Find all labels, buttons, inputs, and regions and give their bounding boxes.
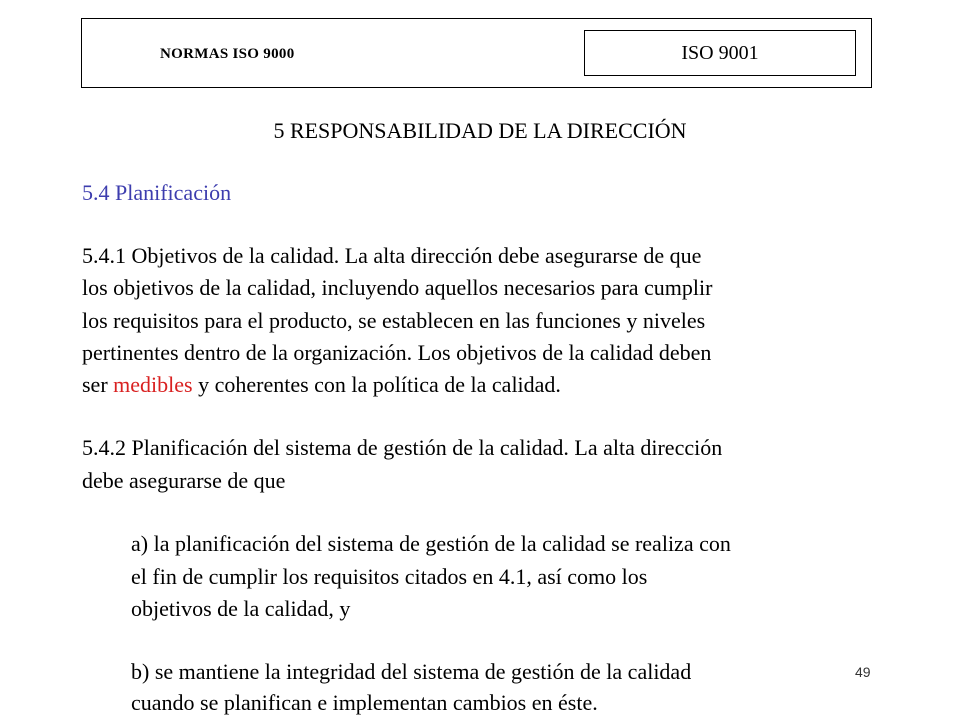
p1-line5-pre: ser: [82, 372, 114, 397]
p1-line: los objetivos de la calidad, incluyendo aquellos necesarios para cumplir: [82, 275, 713, 300]
p1-line: pertinentes dentro de la organización. Los objetivos de la calidad deben: [82, 340, 712, 365]
item-b-line: cuando se planifican e implementan cambios en éste.: [131, 690, 598, 715]
item-b-line: b) se mantiene la integridad del sistema de gestión de la calidad: [131, 659, 692, 684]
item-a-line: objetivos de la calidad, y: [131, 596, 351, 621]
item-a-line: el fin de cumplir los requisitos citados en 4.1, así como los: [131, 564, 648, 589]
highlight-medibles: medibles: [113, 372, 193, 397]
p2-line: debe asegurarse de que: [82, 468, 286, 493]
subsection-title: 5.4 Planificación: [82, 180, 232, 205]
header-left-title: NORMAS ISO 9000: [160, 46, 295, 62]
item-a-line: a) la planificación del sistema de gestión de la calidad se realiza con: [131, 531, 731, 556]
page-number: 49: [855, 664, 871, 680]
p1-line: [82, 369, 561, 401]
section-title: 5 RESPONSABILIDAD DE LA DIRECCIÓN: [273, 118, 687, 143]
p2-line: 5.4.2 Planificación del sistema de gestión de la calidad. La alta dirección: [82, 435, 723, 460]
header-box: [81, 18, 872, 88]
p1-line5-post: y coherentes con la política de la calidad.: [192, 372, 561, 397]
p1-line: 5.4.1 Objetivos de la calidad. La alta dirección debe asegurarse de que: [82, 243, 702, 268]
p1-line: los requisitos para el producto, se establecen en las funciones y niveles: [82, 308, 706, 333]
header-right-title: ISO 9001: [584, 30, 856, 76]
